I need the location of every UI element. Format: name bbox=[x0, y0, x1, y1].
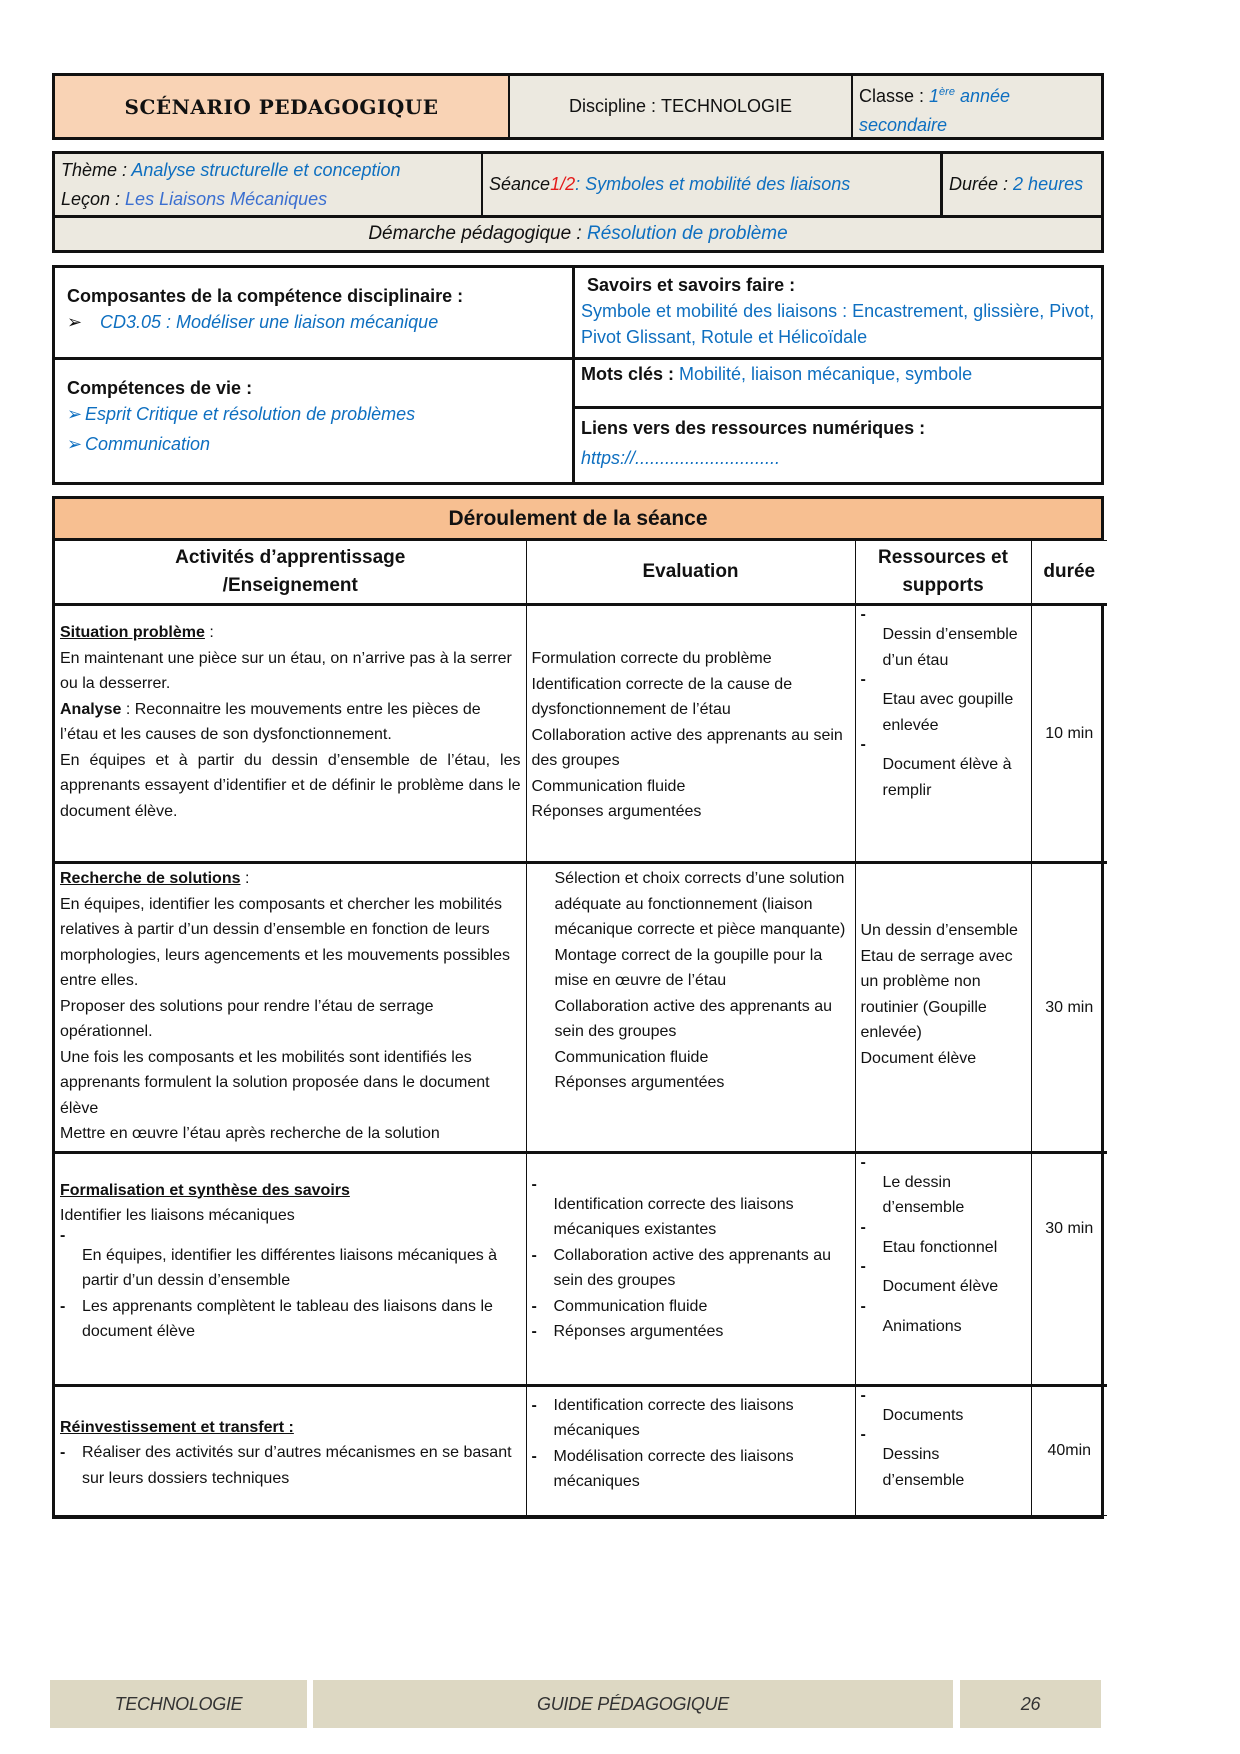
classe-value bbox=[929, 86, 1010, 106]
demarche-value: Résolution de problème bbox=[586, 223, 788, 244]
competence-vie-item: ➢ Communication bbox=[67, 429, 560, 459]
mots-cles-label: Mots clés : bbox=[581, 364, 680, 384]
row-heading: Réinvestissement et transfert : bbox=[60, 1418, 294, 1436]
duree-value: 40min bbox=[1031, 1385, 1107, 1515]
ressources-cell bbox=[855, 1385, 1031, 1515]
classe-sup: ère bbox=[939, 86, 955, 98]
list-item: - Réponses argumentées bbox=[531, 1323, 724, 1340]
list-item: - Identification correcte des liaisons mécaniques bbox=[531, 1396, 794, 1439]
competences-vie-cell bbox=[55, 360, 572, 482]
competence-disciplinaire-cell bbox=[55, 268, 572, 360]
row-heading: Recherche de solutions bbox=[60, 870, 241, 887]
classe-rest: année bbox=[954, 86, 1011, 106]
competence-vie-item: ➢ Esprit Critique et résolution de problèmes bbox=[67, 399, 560, 429]
ressources-cell bbox=[855, 605, 1031, 863]
col-header-activites: Activités d’apprentissage /Enseignement bbox=[55, 541, 526, 605]
evaluation-cell: Formulation correcte du problème Identification correcte de la cause de dysfonctionnement de l’étau Collaboration active des apprenants au sein des groupes Communication fluide Réponses argumentées bbox=[526, 605, 855, 863]
competences-box bbox=[52, 265, 1104, 485]
arrow-bullet-icon: ➢ bbox=[67, 434, 83, 454]
classe-label: Classe : bbox=[859, 86, 930, 106]
table-row bbox=[55, 863, 1107, 1153]
competence-disciplinaire-label: Composantes de la compétence disciplinaire : bbox=[67, 286, 464, 306]
duree-value: 30 min bbox=[1031, 863, 1107, 1153]
list-item: - Animations bbox=[860, 1297, 962, 1335]
liens-link[interactable]: https://............................. bbox=[581, 448, 781, 468]
duree-label: Durée : bbox=[949, 174, 1009, 194]
page-title: SCÉNARIO PEDAGOGIQUE bbox=[55, 76, 510, 137]
row-heading: Formalisation et synthèse des savoirs bbox=[60, 1181, 350, 1199]
table-row bbox=[55, 605, 1107, 863]
classe-cell bbox=[853, 76, 1101, 137]
table-row bbox=[55, 1152, 1107, 1385]
list-item: - Documents bbox=[860, 1386, 964, 1424]
col-header-evaluation: Evaluation bbox=[526, 541, 855, 605]
seance-label: Séance bbox=[489, 174, 551, 194]
footer-page-number: 26 bbox=[960, 1680, 1101, 1728]
list-item: - Dessins d’ensemble bbox=[860, 1426, 965, 1489]
scenario-header bbox=[52, 73, 1104, 140]
activites-cell: Situation problème : En maintenant une pièce sur un étau, on n’arrive pas à la serrer ou la desserrer. Analyse : Reconnaitre les mouvements entre les pièces de l’étau et les causes de son dysfonctionnement. En équipes et à partir du dessin d’ensemble de l’étau, les apprenants essayent d’identifier et de définir le problème dans le document élève. bbox=[55, 605, 526, 863]
list-item: - Etau fonctionnel bbox=[860, 1218, 998, 1256]
duree-value: 10 min bbox=[1031, 605, 1107, 863]
footer-discipline: TECHNOLOGIE bbox=[50, 1680, 307, 1728]
savoirs-value: Symbole et mobilité des liaisons : Encastrement, glissière, Pivot, Pivot Glissant, Rotule et Hélicoïdale bbox=[581, 301, 1095, 347]
list-item: - Communication fluide bbox=[531, 1297, 708, 1315]
list-item: - Modélisation correcte des liaisons mécaniques bbox=[531, 1447, 794, 1490]
deroulement-title: Déroulement de la séance bbox=[55, 499, 1101, 540]
lecon-label: Leçon : bbox=[61, 189, 126, 209]
theme-lecon-cell bbox=[55, 154, 483, 215]
list-item: - Document élève à remplir bbox=[860, 736, 1012, 799]
mots-cles-value: Mobilité, liaison mécanique, symbole bbox=[679, 364, 973, 384]
deroulement-table bbox=[52, 496, 1104, 1519]
discipline-label: Discipline : bbox=[568, 96, 656, 116]
list-item: - Dessin d’ensemble d’un étau bbox=[860, 606, 1018, 669]
list-item: - En équipes, identifier les différentes liaisons mécaniques à partir d’un dessin d’ensemble bbox=[60, 1226, 498, 1289]
evaluation-cell: Sélection et choix corrects d’une solution adéquate au fonctionnement (liaison mécanique correcte et pièce manquante) Montage correct de la goupille pour la mise en œuvre de l’étau Collaboration active des apprenants au sein des groupes Communication fluide Réponses argumentées bbox=[526, 863, 855, 1153]
row-heading: Situation problème bbox=[60, 624, 205, 641]
duree-value: 2 heures bbox=[1013, 174, 1084, 194]
duree-value: 30 min bbox=[1031, 1152, 1107, 1385]
classe-num: 1 bbox=[929, 86, 940, 106]
list-item: - Réaliser des activités sur d’autres mécanismes en se basant sur leurs dossiers techniques bbox=[60, 1444, 512, 1487]
arrow-bullet-icon: ➢ bbox=[67, 404, 83, 424]
theme-value: Analyse structurelle et conception bbox=[131, 160, 401, 180]
arrow-bullet-icon: ➢ bbox=[67, 312, 83, 332]
discipline-cell bbox=[510, 76, 853, 137]
seance-sep: : bbox=[575, 174, 581, 194]
classe-line2: secondaire bbox=[859, 115, 948, 135]
list-item: - Etau avec goupille enlevée bbox=[860, 671, 1014, 734]
competence-disciplinaire-item: ➢ CD3.05 : Modéliser une liaison mécanique bbox=[67, 307, 560, 337]
lecon-value: Les Liaisons Mécaniques bbox=[125, 189, 328, 209]
col-header-duree: durée bbox=[1031, 541, 1107, 605]
footer-guide: GUIDE PÉDAGOGIQUE bbox=[313, 1680, 953, 1728]
col-header-ressources: Ressources et supports bbox=[855, 541, 1031, 605]
evaluation-cell bbox=[526, 1152, 855, 1385]
list-item: - Collaboration active des apprenants au sein des groupes bbox=[531, 1246, 832, 1289]
list-item: - Les apprenants complètent le tableau des liaisons dans le document élève bbox=[60, 1297, 493, 1340]
liens-label: Liens vers des ressources numériques : bbox=[581, 418, 926, 438]
seance-cell bbox=[483, 154, 943, 215]
activites-cell bbox=[55, 1385, 526, 1515]
ressources-cell bbox=[855, 1152, 1031, 1385]
analyse-label: Analyse bbox=[60, 700, 122, 718]
list-item: - Identification correcte des liaisons mécaniques existantes bbox=[531, 1175, 794, 1238]
table-row bbox=[55, 1385, 1107, 1515]
theme-box bbox=[52, 151, 1104, 253]
discipline-value: TECHNOLOGIE bbox=[661, 96, 793, 116]
mots-cles-cell bbox=[575, 360, 1101, 409]
ressources-cell: Un dessin d’ensemble Etau de serrage avec un problème non routinier (Goupille enlevée) Document élève bbox=[855, 863, 1031, 1153]
activites-cell: Formalisation et synthèse des savoirs Identifier les liaisons mécaniques - En équipes, identifier les différentes liaisons mécaniques à partir d’un dessin d’ensemble - Les apprenants complètent le tableau des liaisons dans le document élève bbox=[55, 1152, 526, 1385]
demarche-label: Démarche pédagogique : bbox=[368, 223, 582, 244]
evaluation-cell bbox=[526, 1385, 855, 1515]
demarche-row bbox=[55, 218, 1101, 250]
competences-vie-label: Compétences de vie : bbox=[67, 378, 253, 398]
seance-num: 1/2 bbox=[550, 174, 576, 194]
liens-cell bbox=[575, 409, 1101, 482]
savoirs-cell bbox=[575, 268, 1101, 360]
activites-cell: Recherche de solutions : En équipes, identifier les composants et chercher les mobilités relatives à partir d’un dessin d’ensemble en fonction de leurs morphologies, leurs agencements et les mouvements possibles entre elles. Proposer des solutions pour rendre l’étau de serrage opérationnel. Une fois les composants et les mobilités sont identifiés les apprenants formulent la solution proposée dans le document élève Mettre en œuvre l’étau après recherche de la solution bbox=[55, 863, 526, 1153]
savoirs-label: Savoirs et savoirs faire : bbox=[587, 275, 796, 295]
theme-label: Thème : bbox=[61, 160, 132, 180]
seance-value: Symboles et mobilité des liaisons bbox=[585, 174, 851, 194]
list-item: - Document élève bbox=[860, 1258, 999, 1295]
list-item: - Le dessin d’ensemble bbox=[860, 1153, 965, 1216]
duree-cell bbox=[943, 154, 1101, 215]
